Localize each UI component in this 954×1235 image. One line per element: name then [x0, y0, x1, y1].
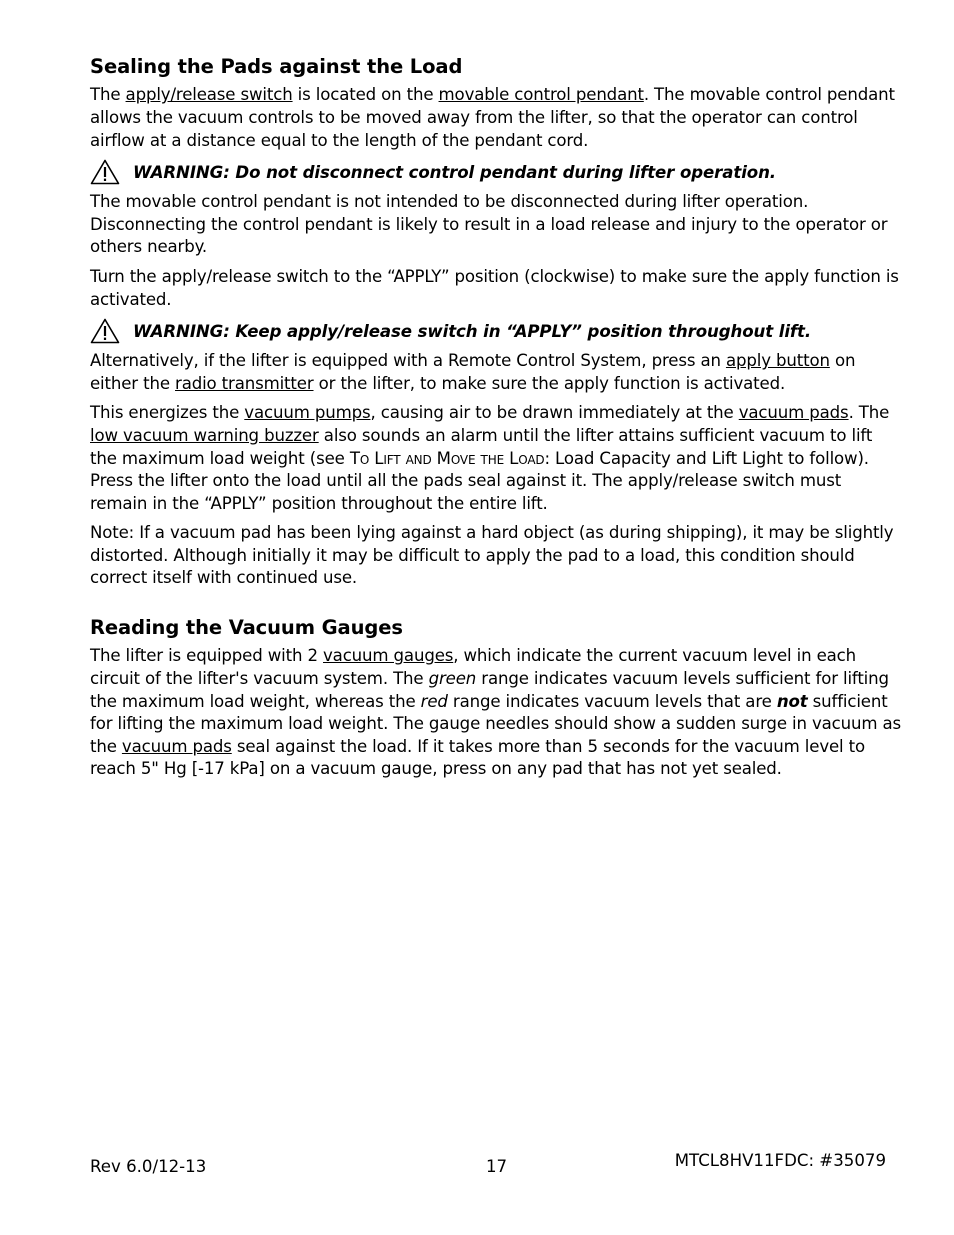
term-vacuum-gauges: vacuum gauges [323, 646, 454, 666]
paragraph-pendant-not-disconnected: The movable control pendant is not intended to be disconnected during lifter operation. Disconnecting the control pendant is likely to result in a load release and injury to the operator or others nearby. [90, 192, 888, 257]
warning-triangle-icon [90, 318, 120, 344]
paragraph-vacuum-gauges: The lifter is equipped with 2 vacuum gauges, which indicate the current vacuum level in each circuit of the lifter's vacuum system. The green range indicates vacuum levels sufficient for lifting the maximum load weight, whereas the red range indicates vacuum levels that are not sufficient for lifting the maximum load weight. The gauge needles should show a sudden surge in vacuum as the vacuum pads seal against the load. If it takes more than 5 seconds for the vacuum level to reach 5" Hg [-17 kPa] on a vacuum gauge, press on any pad that has not yet sealed. [90, 646, 902, 779]
warning-text: WARNING: Do not disconnect control pendant during lifter operation. [133, 162, 776, 182]
warning-disconnect-pendant [90, 159, 902, 185]
term-apply-release-switch: apply/release switch [125, 85, 293, 105]
warning-triangle-icon [90, 159, 120, 185]
page-footer [90, 1151, 886, 1181]
section-reference: To Lift and Move the Load [349, 448, 545, 468]
term-movable-control-pendant: movable control pendant [438, 85, 644, 105]
term-vacuum-pads: vacuum pads [738, 403, 849, 423]
paragraph-turn-switch-apply: Turn the apply/release switch to the “APPLY” position (clockwise) to make sure the apply function is activated. [90, 266, 899, 309]
section-heading-vacuum-gauges: Reading the Vacuum Gauges [90, 616, 403, 640]
warning-text: WARNING: Keep apply/release switch in “APPLY” position throughout lift. [133, 321, 812, 341]
emphasis-green: green [428, 669, 477, 689]
term-vacuum-pumps: vacuum pumps [244, 403, 371, 423]
paragraph-apply-switch-location: The apply/release switch is located on the movable control pendant. The movable control pendant allows the vacuum controls to be moved away from the lifter, so that the operator can control airflow at a distance equal to the length of the pendant cord. [90, 85, 895, 150]
term-low-vacuum-warning-buzzer: low vacuum warning buzzer [90, 425, 319, 445]
document-page [90, 55, 902, 788]
term-vacuum-pads: vacuum pads [121, 736, 232, 756]
footer-page-number: 17 [486, 1157, 508, 1176]
section-heading-sealing: Sealing the Pads against the Load [90, 55, 463, 78]
emphasis-not: not [776, 691, 808, 711]
term-radio-transmitter: radio transmitter [175, 373, 314, 393]
footer-revision: Rev 6.0/12-13 [90, 1157, 207, 1176]
paragraph-note-distorted-pad: Note: If a vacuum pad has been lying against a hard object (as during shipping), it may be slightly distorted. Although initially it may be difficult to apply the pad to a load, this condition should correct itself with continued use. [90, 523, 894, 588]
paragraph-energizes-pumps: This energizes the vacuum pumps, causing air to be drawn immediately at the vacuum pads. The low vacuum warning buzzer also sounds an alarm until the lifter attains sufficient vacuum to lift the maximum load weight (see To Lift and Move the Load: Load Capacity and Lift Light to follow). Press the lifter onto the load until all the pads seal against it. The apply/release switch must remain in the “APPLY” position throughout the entire lift. [90, 403, 890, 513]
warning-keep-switch-apply [90, 318, 902, 344]
paragraph-remote-control: Alternatively, if the lifter is equipped with a Remote Control System, press an apply button on either the radio transmitter or the lifter, to make sure the apply function is activated. [90, 351, 856, 393]
emphasis-red: red [420, 691, 448, 711]
footer-model-number: MTCL8HV11FDC: #35079 [674, 1151, 886, 1170]
term-apply-button: apply button [725, 351, 830, 371]
